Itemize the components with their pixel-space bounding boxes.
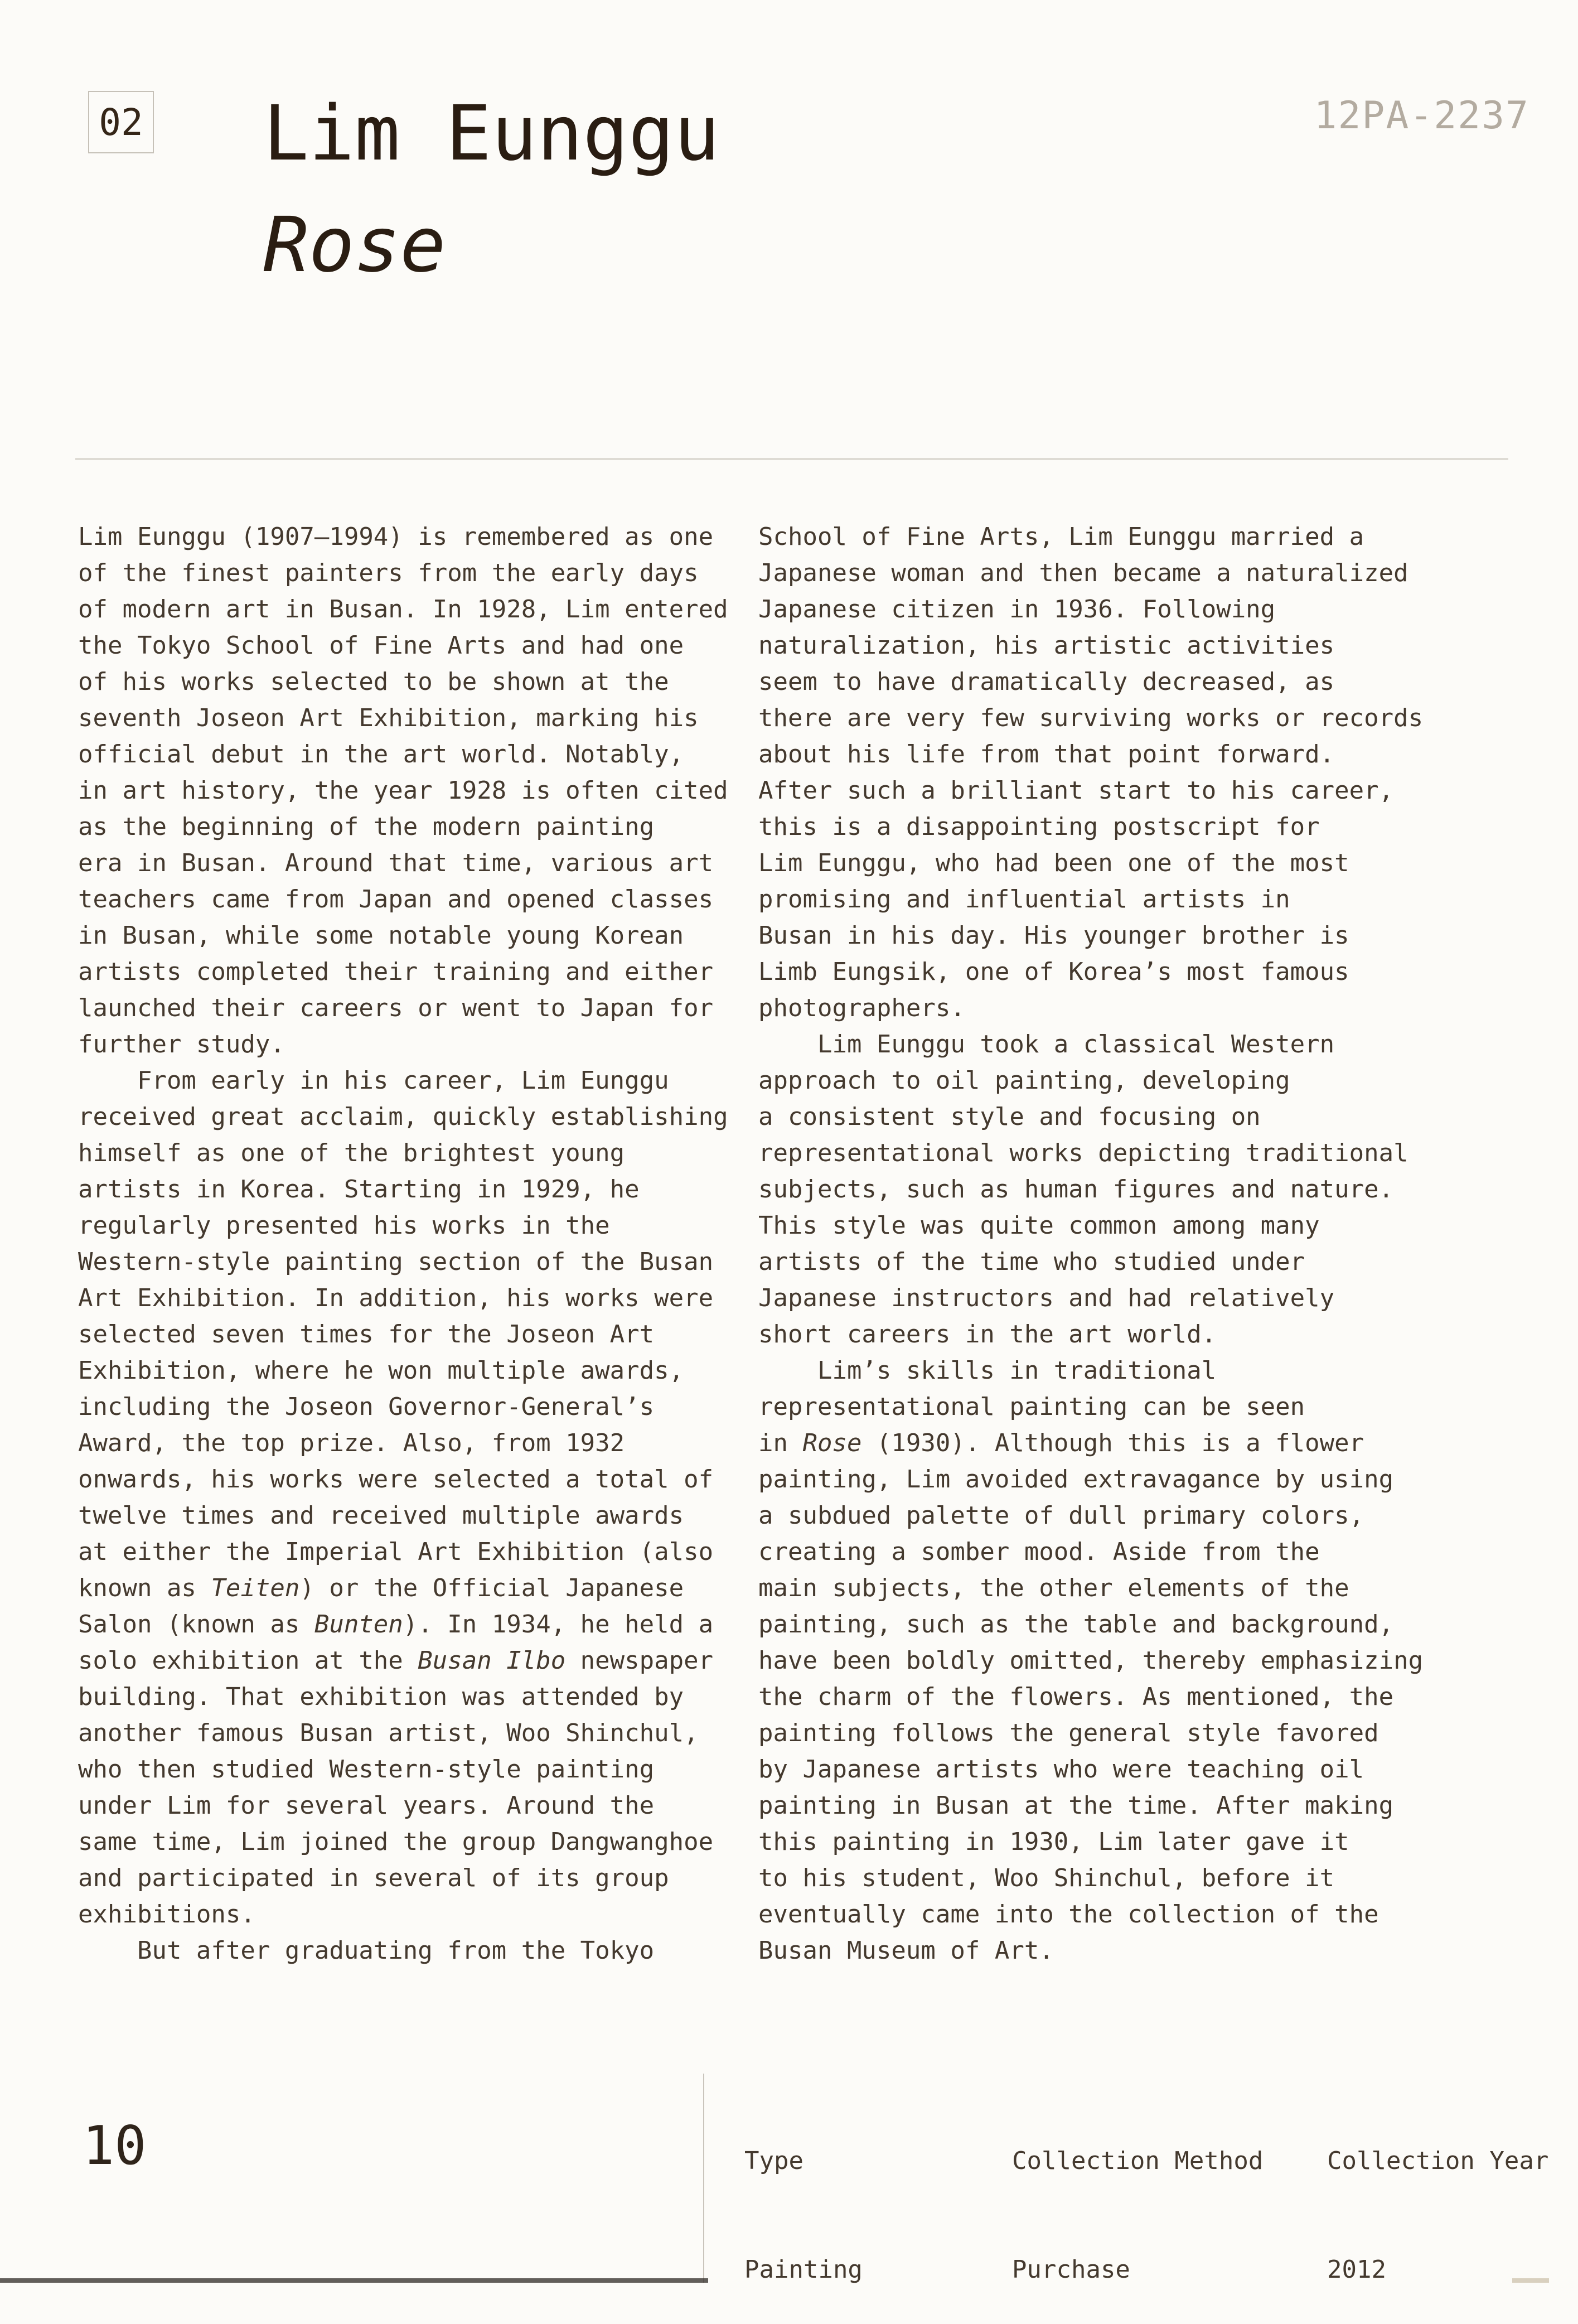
text-line: a subdued palette of dull primary colors, (758, 1501, 1364, 1530)
meta-collection-year-value: 2012 (1327, 2255, 1386, 2284)
text-line: creating a somber mood. Aside from the (758, 1538, 1320, 1566)
text-line: further study. (78, 1030, 285, 1059)
text-line: Limb Eungsik, one of Korea’s most famous (758, 958, 1349, 986)
text-line: painting in Busan at the time. After making (758, 1791, 1394, 1820)
text-line: himself as one of the brightest young (78, 1139, 625, 1167)
text-line: of modern art in Busan. In 1928, Lim entered (78, 595, 728, 624)
text-line: as the beginning of the modern painting (78, 813, 655, 841)
text-line: approach to oil painting, developing (758, 1066, 1290, 1095)
text-line: onwards, his works were selected a total of (78, 1465, 714, 1494)
meta-collection-year-label: Collection Year (1327, 2147, 1549, 2175)
text-line: about his life from that point forward. (758, 740, 1335, 769)
text-line: exhibitions. (78, 1900, 255, 1929)
text-line: Busan in his day. His younger brother is (758, 921, 1349, 950)
text-line: and participated in several of its group (78, 1864, 669, 1892)
text-line: official debut in the art world. Notably, (78, 740, 684, 769)
text-line: From early in his career, Lim Eunggu (78, 1066, 669, 1095)
text-line: seem to have dramatically decreased, as (758, 668, 1335, 696)
text-line: selected seven times for the Joseon Art (78, 1320, 655, 1349)
text-line: After such a brilliant start to his career, (758, 776, 1394, 805)
text-line: painting, Lim avoided extravagance by using (758, 1465, 1394, 1494)
text-line: painting, such as the table and background, (758, 1610, 1394, 1639)
text-line: Art Exhibition. In addition, his works were (78, 1284, 714, 1312)
text-line: in art history, the year 1928 is often cited (78, 776, 728, 805)
text-line: Lim Eunggu took a classical Western (758, 1030, 1335, 1059)
meta-type (744, 2070, 863, 2324)
scan-edge-artifact-left (0, 2278, 708, 2283)
meta-collection-method-value: Purchase (1012, 2255, 1130, 2284)
meta-collection-method-label: Collection Method (1012, 2147, 1264, 2175)
artwork-title: Rose (263, 201, 446, 289)
text-line: School of Fine Arts, Lim Eunggu married a (758, 523, 1364, 551)
text-line: teachers came from Japan and opened classes (78, 885, 714, 914)
text-line: artists in Korea. Starting in 1929, he (78, 1175, 640, 1204)
meta-type-value: Painting (744, 2255, 863, 2284)
text-line: Busan Museum of Art. (758, 1936, 1054, 1965)
text-line: promising and influential artists in (758, 885, 1290, 914)
text-line: including the Joseon Governor-General’s (78, 1393, 655, 1421)
text-line: in Rose (1930). Although this is a flower (758, 1429, 1364, 1457)
page-number: 10 (83, 2115, 147, 2177)
text-line: to his student, Woo Shinchul, before it (758, 1864, 1335, 1892)
text-line: this painting in 1930, Lim later gave it (758, 1828, 1349, 1856)
text-line: have been boldly omitted, thereby emphasizing (758, 1646, 1424, 1675)
text-line: Japanese woman and then became a naturalized (758, 559, 1408, 587)
text-line: twelve times and received multiple awards (78, 1501, 684, 1530)
text-line: the Tokyo School of Fine Arts and had one (78, 631, 684, 660)
text-line: eventually came into the collection of the (758, 1900, 1379, 1929)
text-line: building. That exhibition was attended by (78, 1683, 684, 1711)
text-line: by Japanese artists who were teaching oil (758, 1755, 1364, 1784)
scan-edge-artifact-right (1512, 2278, 1549, 2283)
entry-number-badge (88, 91, 154, 153)
text-line: received great acclaim, quickly establishing (78, 1103, 728, 1131)
article-left-column (78, 519, 750, 1969)
text-line: short careers in the art world. (758, 1320, 1217, 1349)
text-line: launched their careers or went to Japan for (78, 994, 714, 1022)
text-line: known as Teiten) or the Official Japanese (78, 1574, 684, 1602)
text-line: of the finest painters from the early days (78, 559, 699, 587)
text-line: a consistent style and focusing on (758, 1103, 1261, 1131)
text-line: photographers. (758, 994, 965, 1022)
text-line: Japanese instructors and had relatively (758, 1284, 1335, 1312)
artwork-heading (263, 78, 720, 301)
text-line: But after graduating from the Tokyo (78, 1936, 655, 1965)
text-line: artists completed their training and either (78, 958, 714, 986)
text-line: same time, Lim joined the group Dangwanghoe (78, 1828, 714, 1856)
text-line: there are very few surviving works or records (758, 704, 1424, 732)
text-line: Western-style painting section of the Busan (78, 1248, 714, 1276)
text-line: painting follows the general style favored (758, 1719, 1379, 1747)
text-line: this is a disappointing postscript for (758, 813, 1320, 841)
text-line: Lim Eunggu, who had been one of the most (758, 849, 1349, 877)
text-line: This style was quite common among many (758, 1211, 1320, 1240)
text-line: under Lim for several years. Around the (78, 1791, 655, 1820)
text-line: era in Busan. Around that time, various art (78, 849, 714, 877)
catalog-number: 12PA-2237 (1314, 94, 1529, 138)
text-line: another famous Busan artist, Woo Shinchul, (78, 1719, 699, 1747)
text-line: Lim Eunggu (1907–1994) is remembered as one (78, 523, 714, 551)
text-line: subjects, such as human figures and nature. (758, 1175, 1394, 1204)
header-divider-line (75, 458, 1508, 460)
text-line: of his works selected to be shown at the (78, 668, 669, 696)
text-line: Exhibition, where he won multiple awards, (78, 1356, 684, 1385)
text-line: Japanese citizen in 1936. Following (758, 595, 1276, 624)
meta-collection-method (1012, 2070, 1263, 2324)
text-line: main subjects, the other elements of the (758, 1574, 1349, 1602)
text-line: artists of the time who studied under (758, 1248, 1305, 1276)
footer-divider-line (703, 2074, 704, 2283)
meta-collection-year (1327, 2070, 1548, 2324)
artist-name: Lim Eunggu (263, 90, 720, 178)
text-line: Lim’s skills in traditional (758, 1356, 1217, 1385)
text-line: at either the Imperial Art Exhibition (also (78, 1538, 714, 1566)
text-line: representational painting can be seen (758, 1393, 1305, 1421)
text-line: in Busan, while some notable young Korean (78, 921, 684, 950)
text-line: Salon (known as Bunten). In 1934, he held a (78, 1610, 714, 1639)
text-line: seventh Joseon Art Exhibition, marking his (78, 704, 699, 732)
text-line: who then studied Western-style painting (78, 1755, 655, 1784)
entry-number: 02 (99, 100, 143, 144)
text-line: Award, the top prize. Also, from 1932 (78, 1429, 625, 1457)
text-line: naturalization, his artistic activities (758, 631, 1335, 660)
text-line: representational works depicting traditional (758, 1139, 1408, 1167)
text-line: the charm of the flowers. As mentioned, the (758, 1683, 1394, 1711)
article-right-column (758, 519, 1430, 1969)
text-line: solo exhibition at the Busan Ilbo newspaper (78, 1646, 714, 1675)
text-line: regularly presented his works in the (78, 1211, 610, 1240)
meta-type-label: Type (744, 2147, 803, 2175)
